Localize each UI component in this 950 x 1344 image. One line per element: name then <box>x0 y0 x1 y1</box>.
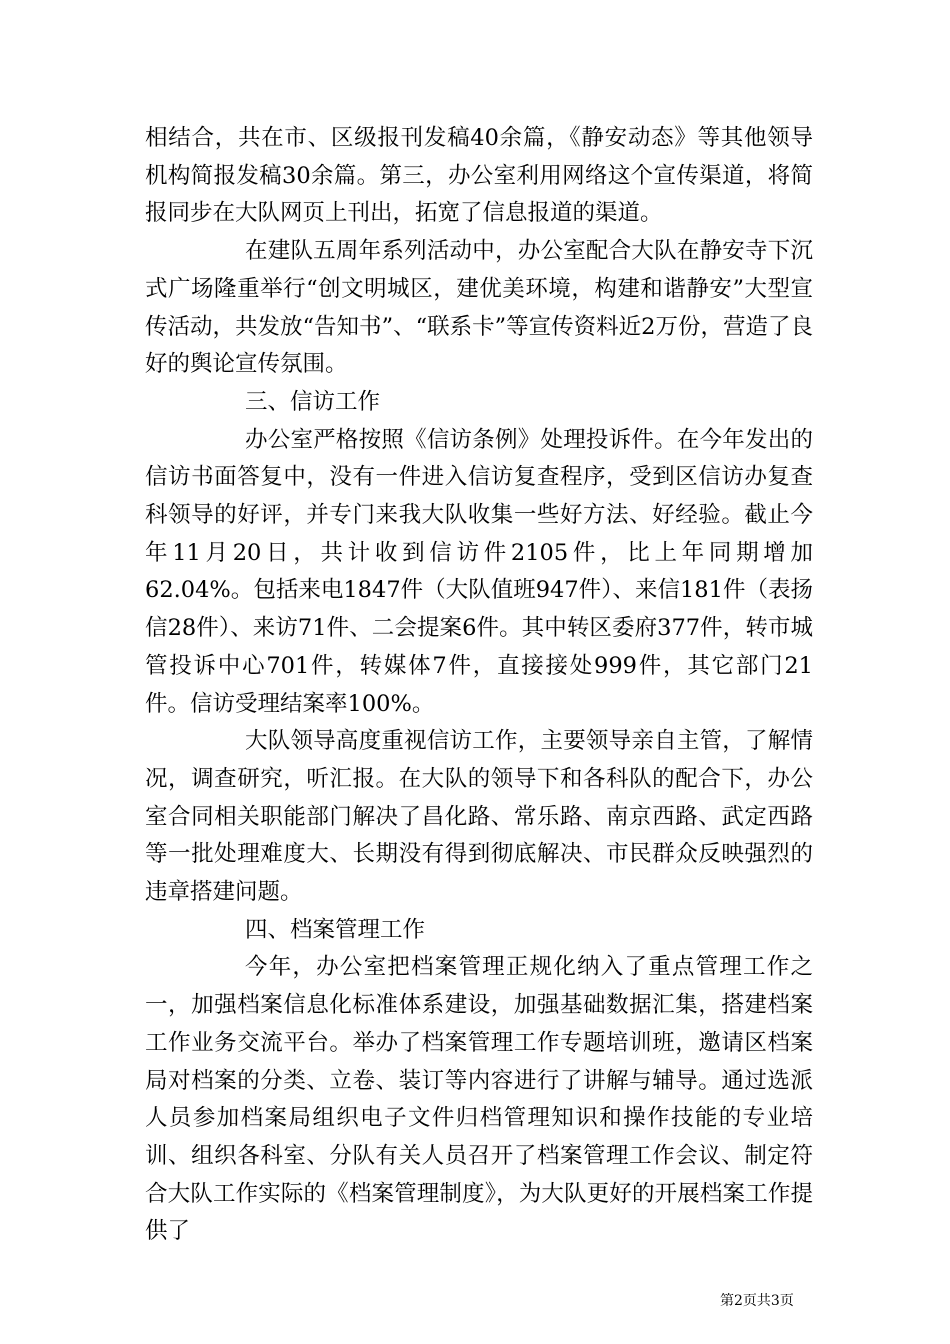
paragraph-publicity-continuation: 相结合，共在市、区级报刊发稿40余篇，《静安动态》等其他领导机构简报发稿30余篇。第三，办公室利用网络这个宣传渠道，将简报同步在大队网页上刊出，拓宽了信息报道的渠道。 <box>145 125 813 227</box>
paragraph-petition-leadership: 大队领导高度重视信访工作，主要领导亲自主管，了解情况，调查研究，听汇报。在大队的领导下和各科队的配合下，办公室合同相关职能部门解决了昌化路、常乐路、南京西路、武定西路等一批处理难度大、长期没有得到彻底解决、市民群众反映强烈的违章搭建问题。 <box>145 728 813 906</box>
paragraph-anniversary-event: 在建队五周年系列活动中，办公室配合大队在静安寺下沉式广场隆重举行“创文明城区，建优美环境，构建和谐静安”大型宣传活动，共发放“告知书”、“联系卡”等宣传资料近2万份，营造了良好的舆论宣传氛围。 <box>145 238 813 378</box>
paragraph-petition-statistics: 办公室严格按照《信访条例》处理投诉件。在今年发出的信访书面答复中，没有一件进入信访复查程序，受到区信访办复查科领导的好评，并专门来我大队收集一些好方法、好经验。截止今年11月20日，共计收到信访件2105件，比上年同期增加62.04%。包括来电1847件（大队值班947件）、来信181件（表扬信28件）、来访71件、二会提案6件。其中转区委府377件，转市城管投诉中心701件，转媒体7件，直接接处999件，其它部门21件。信访受理结案率100%。 <box>145 426 813 717</box>
section-heading-archives: 四、档案管理工作 <box>245 916 426 943</box>
section-heading-petition: 三、信访工作 <box>245 388 381 415</box>
page-number-footer: 第2页共3页 <box>720 1293 794 1309</box>
paragraph-archives-management: 今年，办公室把档案管理正规化纳入了重点管理工作之一，加强档案信息化标准体系建设，加强基础数据汇集，搭建档案工作业务交流平台。举办了档案管理工作专题培训班，邀请区档案局对档案的分类、立卷、装订等内容进行了讲解与辅导。通过选派人员参加档案局组织电子文件归档管理知识和操作技能的专业培训、组织各科室、分队有关人员召开了档案管理工作会议、制定符合大队工作实际的《档案管理制度》，为大队更好的开展档案工作提供了 <box>145 954 813 1245</box>
body-text <box>145 120 813 1251</box>
